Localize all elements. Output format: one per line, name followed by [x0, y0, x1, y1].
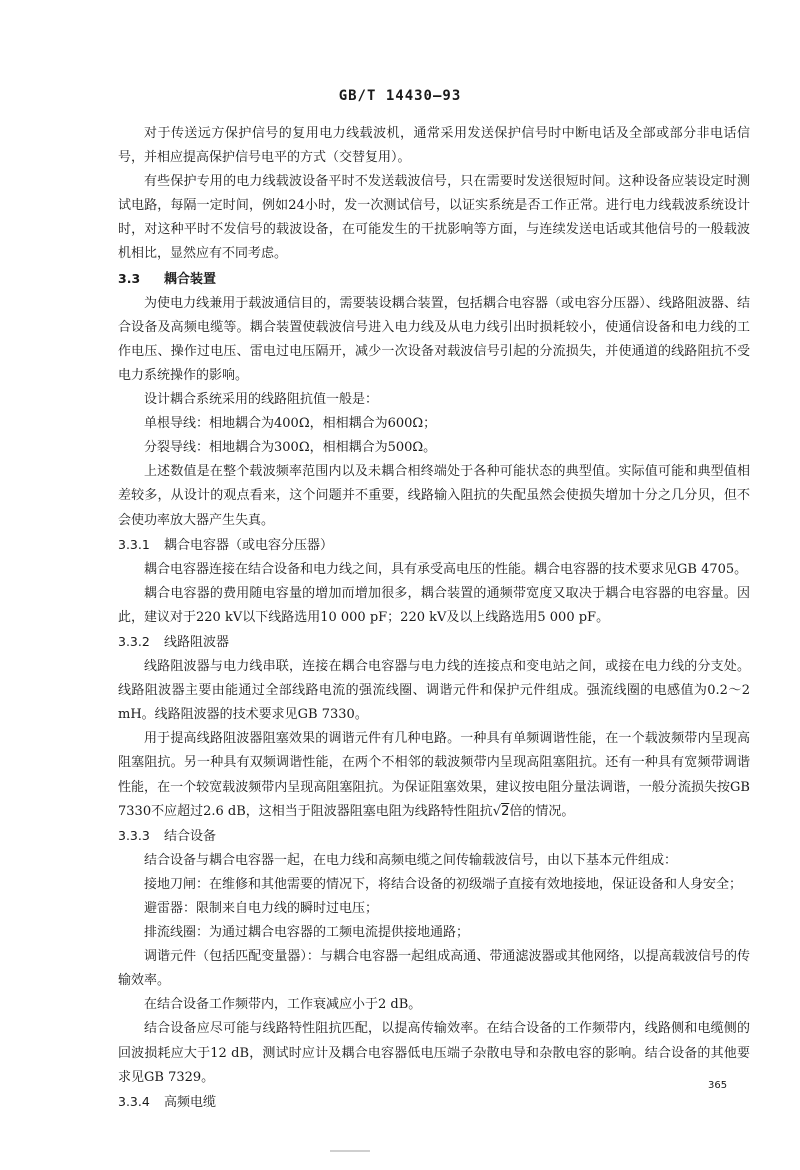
paragraph: 为使电力线兼用于载波通信目的，需要装设耦合装置，包括耦合电容器（或电容分压器）、线路阻波器、结合设备及高频电缆等。耦合装置使载波信号进入电力线及从电力线引出时损耗较小，使通信设备和电力线的工作电压、操作过电压、雷电过电压隔开，减少一次设备对载波信号引起的分流损失，并使通道的线路阻抗不受电力系统操作的影响。	[118, 295, 750, 383]
sqrt-value: 2	[501, 803, 510, 819]
page-number: 365	[708, 1080, 728, 1091]
section-heading	[118, 1090, 750, 1115]
paragraph: 结合设备应尽可能与线路特性阻抗匹配，以提高传输效率。在结合设备的工作频带内，线路侧和电缆侧的回波损耗应大于12 dB，测试时应计及耦合电容器低电压端子杂散电导和杂散电容的影响。结合设备的其他要求见GB 7329。	[118, 1021, 750, 1085]
scan-artifact-line	[330, 1150, 370, 1152]
section-heading	[118, 630, 750, 655]
paragraph: 在结合设备工作频带内，工作衰减应小于2 dB。	[144, 997, 422, 1013]
section-title: 耦合装置	[164, 271, 217, 287]
paragraph: 耦合电容器的费用随电容量的增加而增加很多，耦合装置的通频带宽度又取决于耦合电容器的电容量。因此，建议对于220 kV以下线路选用10 000 pF；220 kV及以上线路选用5 000 pF。	[118, 585, 750, 625]
paragraph: 线路阻波器与电力线串联，连接在耦合电容器与电力线的连接点和变电站之间，或接在电力线的分支处。线路阻波器主要由能通过全部线路电流的强流线圈、调谐元件和保护元件组成。强流线圈的电感值为0.2～2 mH。线路阻波器的技术要求见GB 7330。	[118, 659, 750, 723]
section-number: 3.3.3	[118, 827, 150, 843]
paragraph-text-tail: 倍的情况。	[509, 803, 575, 819]
paragraph: 调谐元件（包括匹配变量器）：与耦合电容器一起组成高通、带通滤波器或其他网络，以提高载波信号的传输效率。	[118, 949, 750, 989]
paragraph: 接地刀闸：在维修和其他需要的情况下，将结合设备的初级端子直接有效地接地，保证设备和人身安全；	[144, 876, 743, 892]
paragraph: 耦合电容器连接在结合设备和电力线之间，具有承受高电压的性能。耦合电容器的技术要求见GB 4705。	[144, 561, 748, 577]
paragraph: 分裂导线：相地耦合为300Ω，相相耦合为500Ω。	[144, 440, 437, 456]
section-title: 线路阻波器	[164, 634, 230, 650]
section-number: 3.3.1	[118, 536, 150, 552]
section-number: 3.3.4	[118, 1093, 150, 1109]
paragraph	[118, 727, 750, 823]
paragraph-text: 用于提高线路阻波器阻塞效果的调谐元件有几种电路。一种具有单频调谐性能，在一个载波频带内呈现高阻塞阻抗。另一种具有双频调谐性能，在两个不相邻的载波频带内呈现高阻塞阻抗。还有一种具有宽频带调谐性能，在一个较宽载波频带内呈现高阻塞阻抗。为保证阻塞效果，建议按电阻分量法调谐，一般分流损失按GB 7330不应超过2.6 dB，这相当于阻波器阻塞电阻为线路特性阻抗	[118, 731, 750, 819]
paragraph: 单根导线：相地耦合为400Ω，相相耦合为600Ω；	[144, 416, 437, 432]
section-number: 3.3	[118, 270, 141, 286]
paragraph: 有些保护专用的电力线载波设备平时不发送载波信号，只在需要时发送很短时间。这种设备应装设定时测试电路，每隔一定时间，例如24小时，发一次测试信号，以证实系统是否工作正常。进行电力线载波系统设计时，对这种平时不发信号的载波设备，在可能发生的干扰影响等方面，与连续发送电话或其他信号的一般载波机相比，显然应有不同考虑。	[118, 174, 750, 262]
section-title: 耦合电容器（或电容分压器）	[164, 537, 334, 553]
paragraph: 排流线圈：为通过耦合电容器的工频电流提供接地通路；	[144, 925, 470, 941]
section-heading	[118, 824, 750, 849]
paragraph: 设计耦合系统采用的线路阻抗值一般是：	[144, 392, 379, 408]
section-heading	[118, 533, 750, 558]
document-body	[118, 122, 750, 1115]
paragraph: 对于传送远方保护信号的复用电力线载波机，通常采用发送保护信号时中断电话及全部或部分非电话信号，并相应提高保护信号电平的方式（交替复用）。	[118, 126, 750, 166]
sqrt-symbol: √2	[492, 803, 510, 819]
section-number: 3.3.2	[118, 633, 150, 649]
paragraph: 避雷器：限制来自电力线的瞬时过电压；	[144, 901, 379, 916]
section-title: 结合设备	[164, 828, 217, 844]
paragraph: 上述数值是在整个载波频率范围内以及未耦合相终端处于各种可能状态的典型值。实际值可能和典型值相差较多，从设计的观点看来，这个问题并不重要，线路输入阻抗的失配虽然会使损失增加十分之几分贝，但不会使功率放大器产生失真。	[118, 464, 750, 528]
section-heading	[118, 267, 750, 292]
paragraph: 结合设备与耦合电容器一起，在电力线和高频电缆之间传输载波信号，由以下基本元件组成：	[144, 852, 678, 868]
section-title: 高频电缆	[164, 1094, 217, 1110]
standard-code-header: GB/T 14430—93	[338, 88, 462, 104]
